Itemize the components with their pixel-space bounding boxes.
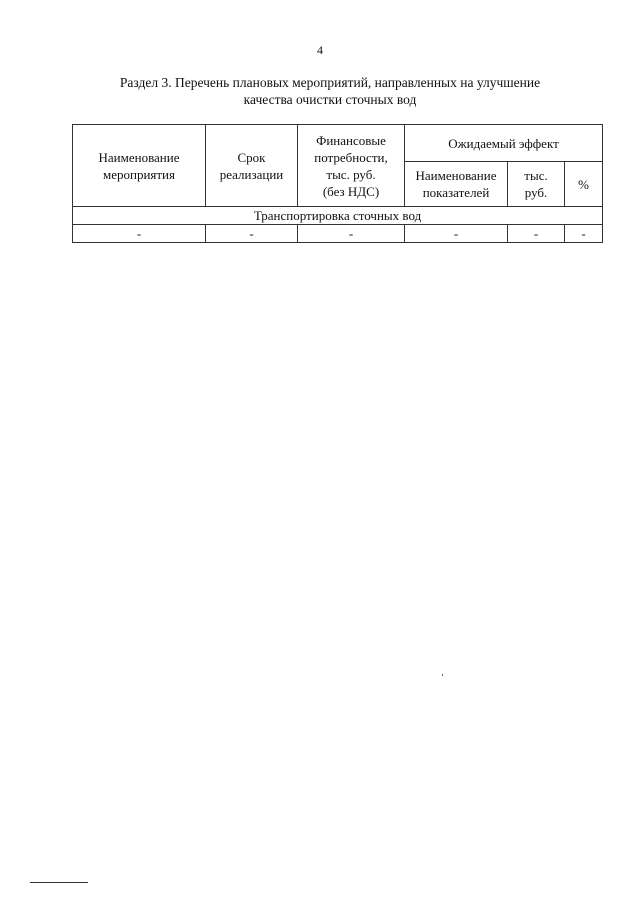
section-title-line-1: Раздел 3. Перечень плановых мероприятий, направленных на улучшение bbox=[119, 75, 541, 90]
header-finance-line-1: Финансовые bbox=[316, 132, 386, 148]
section-title bbox=[60, 74, 600, 108]
header-measure-name bbox=[73, 125, 206, 207]
table-cell: - bbox=[298, 225, 405, 243]
header-indicators bbox=[405, 162, 508, 207]
header-term bbox=[206, 125, 298, 207]
header-term-line-1: Срок bbox=[237, 149, 266, 165]
header-finance-line-4: (без НДС) bbox=[322, 183, 380, 199]
table-group-row bbox=[73, 207, 603, 225]
header-thousand-rub-line-2: руб. bbox=[524, 185, 548, 200]
table-cell: - bbox=[405, 225, 508, 243]
header-finance bbox=[298, 125, 405, 207]
footer-rule bbox=[30, 882, 88, 883]
header-finance-line-3: тыс. руб. bbox=[326, 166, 376, 182]
header-finance-line-2: потребности, bbox=[314, 149, 388, 165]
group-title: Транспортировка сточных вод bbox=[73, 207, 603, 225]
header-thousand-rub-line-1: тыс. bbox=[524, 168, 548, 183]
scan-speck bbox=[442, 674, 443, 676]
table-cell: - bbox=[73, 225, 206, 243]
header-measure-name-line-1: Наименование bbox=[98, 149, 180, 165]
header-indicators-line-2: показателей bbox=[422, 185, 490, 200]
header-term-line-2: реализации bbox=[219, 166, 284, 182]
page-number: 4 bbox=[317, 43, 323, 57]
header-indicators-line-1: Наименование bbox=[415, 168, 497, 183]
header-expected-effect: Ожидаемый эффект bbox=[405, 125, 603, 162]
header-measure-name-line-2: мероприятия bbox=[102, 166, 175, 182]
header-thousand-rub bbox=[508, 162, 565, 207]
table-cell: - bbox=[206, 225, 298, 243]
table-row bbox=[73, 225, 603, 243]
table-cell: - bbox=[508, 225, 565, 243]
table-header-row bbox=[73, 125, 603, 162]
table-cell: - bbox=[565, 225, 603, 243]
measures-table bbox=[72, 124, 603, 243]
header-percent: % bbox=[565, 162, 603, 207]
section-title-line-2: качества очистки сточных вод bbox=[243, 92, 417, 107]
